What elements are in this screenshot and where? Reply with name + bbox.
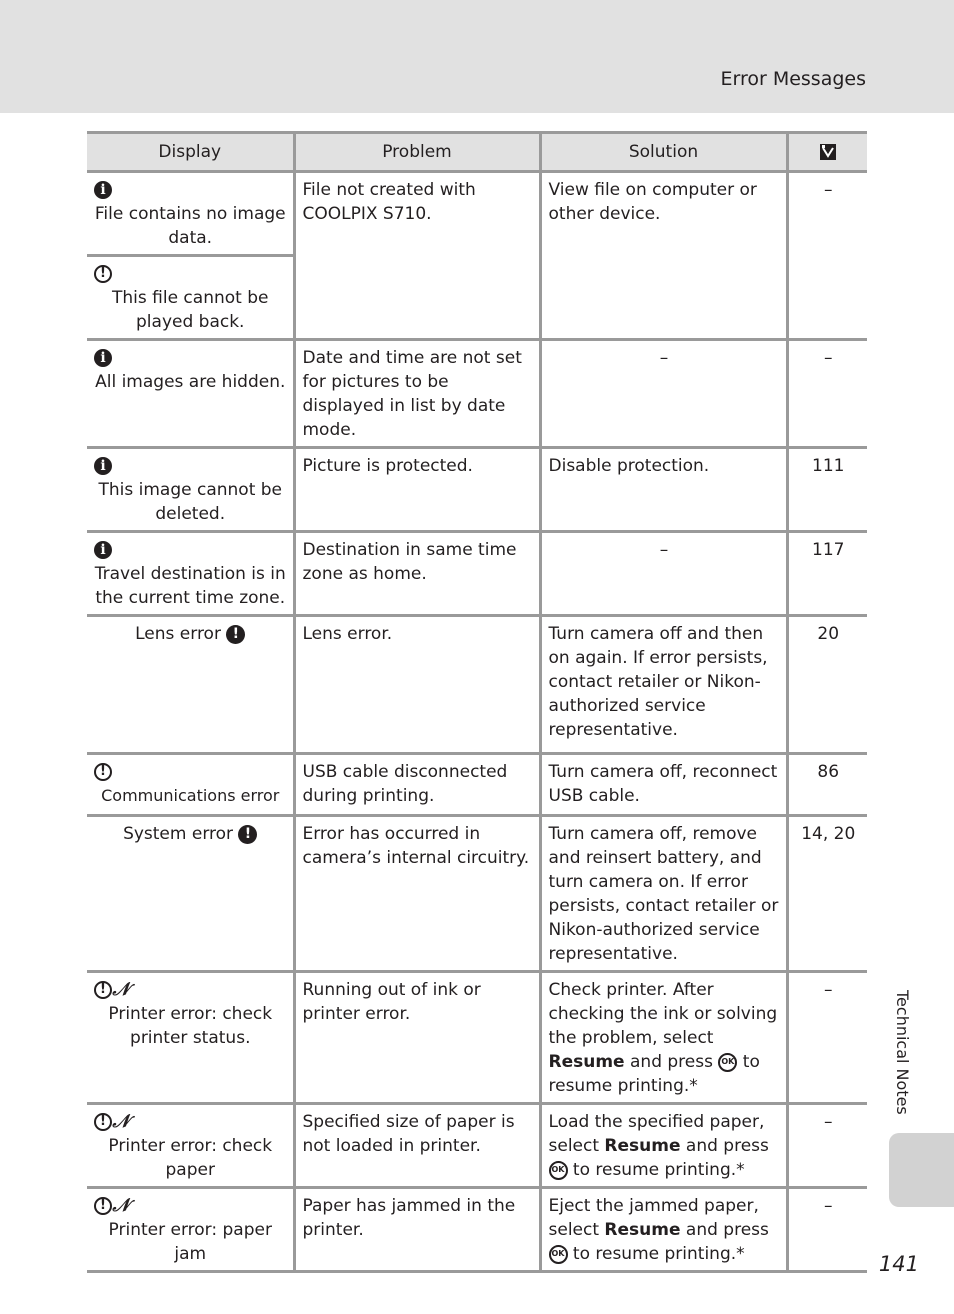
solution-cell: [540, 1188, 787, 1272]
table-row: [87, 448, 867, 532]
display-cell: [87, 532, 294, 616]
solution-text-middle: and press: [680, 1136, 769, 1156]
problem-cell: Picture is protected.: [294, 448, 540, 532]
problem-cell: Paper has jammed in the printer.: [294, 1188, 540, 1272]
table-row: [87, 532, 867, 616]
section-title: Error Messages: [720, 68, 866, 90]
solution-cell: Turn camera off, reconnect USB cable.: [540, 754, 787, 816]
reference-cell: 20: [787, 616, 867, 754]
printer-icon: 𝒩: [112, 1195, 130, 1216]
solution-cell: Disable protection.: [540, 448, 787, 532]
problem-cell: Date and time are not set for pictures to be displayed in list by date mode.: [294, 340, 540, 448]
column-header-solution: Solution: [540, 133, 787, 172]
section-tab: [889, 1133, 954, 1207]
display-text: This file cannot be played back.: [112, 288, 269, 332]
problem-cell: Error has occurred in camera’s internal circuitry.: [294, 816, 540, 972]
solution-text-start: Load the specified paper, select: [548, 1112, 765, 1156]
table-row: [87, 172, 867, 256]
printer-icon: 𝒩: [112, 979, 130, 1000]
reference-cell: –: [787, 972, 867, 1104]
error-messages-table: [87, 131, 867, 1273]
solution-text-start: Check printer. After checking the ink or solving the problem, select: [548, 980, 778, 1048]
display-cell: [87, 256, 294, 340]
problem-cell: Specified size of paper is not loaded in printer.: [294, 1104, 540, 1188]
reference-cell: –: [787, 1188, 867, 1272]
problem-cell: Running out of ink or printer error.: [294, 972, 540, 1104]
table-row: [87, 816, 867, 972]
reference-cell: 14, 20: [787, 816, 867, 972]
ok-button-icon: OK: [718, 1053, 737, 1072]
display-cell: [87, 448, 294, 532]
reference-cell: –: [787, 340, 867, 448]
display-cell: [87, 616, 294, 754]
display-text: Printer error: check paper: [108, 1136, 273, 1180]
column-header-display: Display: [87, 133, 294, 172]
printer-icon: 𝒩: [112, 1111, 130, 1132]
warning-icon: !: [94, 1197, 112, 1215]
resume-menu-label: Resume: [548, 1052, 625, 1072]
column-header-problem: Problem: [294, 133, 540, 172]
table-row: [87, 340, 867, 448]
table-row: [87, 754, 867, 816]
problem-cell: Destination in same time zone as home.: [294, 532, 540, 616]
solution-cell: [540, 972, 787, 1104]
table-row: [87, 616, 867, 754]
header-band: [0, 0, 954, 113]
info-icon: i: [94, 457, 112, 475]
info-icon: i: [94, 349, 112, 367]
display-text: Printer error: check printer status.: [108, 1004, 273, 1048]
display-cell: [87, 972, 294, 1104]
table-row: [87, 972, 867, 1104]
solution-cell: View file on computer or other device.: [540, 172, 787, 340]
display-text: File contains no image data.: [94, 204, 286, 248]
table-row: [87, 1104, 867, 1188]
reference-cell: 117: [787, 532, 867, 616]
display-cell: [87, 754, 294, 816]
ok-button-icon: OK: [549, 1161, 568, 1180]
display-cell: [87, 816, 294, 972]
column-header-reference: [787, 133, 867, 172]
reference-cell: –: [787, 1104, 867, 1188]
solution-text-middle: and press: [624, 1052, 719, 1072]
info-icon: i: [94, 541, 112, 559]
reference-cell: 86: [787, 754, 867, 816]
solution-text-middle: and press: [680, 1220, 769, 1240]
reference-cell: –: [787, 172, 867, 340]
display-text: Printer error: paper jam: [108, 1220, 272, 1264]
table-row: [87, 1188, 867, 1272]
problem-cell: USB cable disconnected during printing.: [294, 754, 540, 816]
display-text: Communications error: [101, 786, 280, 805]
info-icon: i: [94, 181, 112, 199]
display-text: This image cannot be deleted.: [98, 480, 283, 524]
solution-cell: –: [540, 532, 787, 616]
display-cell: [87, 172, 294, 256]
side-section-label: [886, 990, 916, 1120]
solution-cell: –: [540, 340, 787, 448]
display-cell: [87, 1188, 294, 1272]
exclamation-icon: !: [226, 625, 245, 644]
display-text: Lens error: [135, 624, 221, 644]
warning-icon: !: [94, 1113, 112, 1131]
side-label-text: Technical Notes: [893, 990, 912, 1115]
page-number: 141: [878, 1252, 919, 1276]
solution-text-end: to resume printing.*: [567, 1160, 745, 1180]
problem-cell: File not created with COOLPIX S710.: [294, 172, 540, 340]
solution-cell: Turn camera off, remove and reinsert battery, and turn camera on. If error persists, contact retailer or Nikon-authorized service representative.: [540, 816, 787, 972]
solution-text-end: to resume printing.*: [548, 1052, 760, 1096]
solution-cell: [540, 1104, 787, 1188]
display-text: Travel destination is in the current time zone.: [94, 564, 286, 608]
warning-icon: !: [94, 265, 112, 283]
display-cell: [87, 1104, 294, 1188]
ok-button-icon: OK: [549, 1245, 568, 1264]
solution-text-end: to resume printing.*: [567, 1244, 745, 1264]
problem-cell: Lens error.: [294, 616, 540, 754]
solution-text-start: Eject the jammed paper, select: [548, 1196, 759, 1240]
display-text: System error: [123, 824, 234, 844]
resume-menu-label: Resume: [604, 1136, 681, 1156]
solution-cell: Turn camera off and then on again. If error persists, contact retailer or Nikon-authorized service representative.: [540, 616, 787, 754]
resume-menu-label: Resume: [604, 1220, 681, 1240]
reference-page-icon: [818, 142, 838, 162]
display-text: All images are hidden.: [95, 372, 286, 392]
reference-cell: 111: [787, 448, 867, 532]
table-header-row: [87, 133, 867, 172]
warning-icon: !: [94, 763, 112, 781]
warning-icon: !: [94, 981, 112, 999]
display-cell: [87, 340, 294, 448]
exclamation-icon: !: [238, 825, 257, 844]
